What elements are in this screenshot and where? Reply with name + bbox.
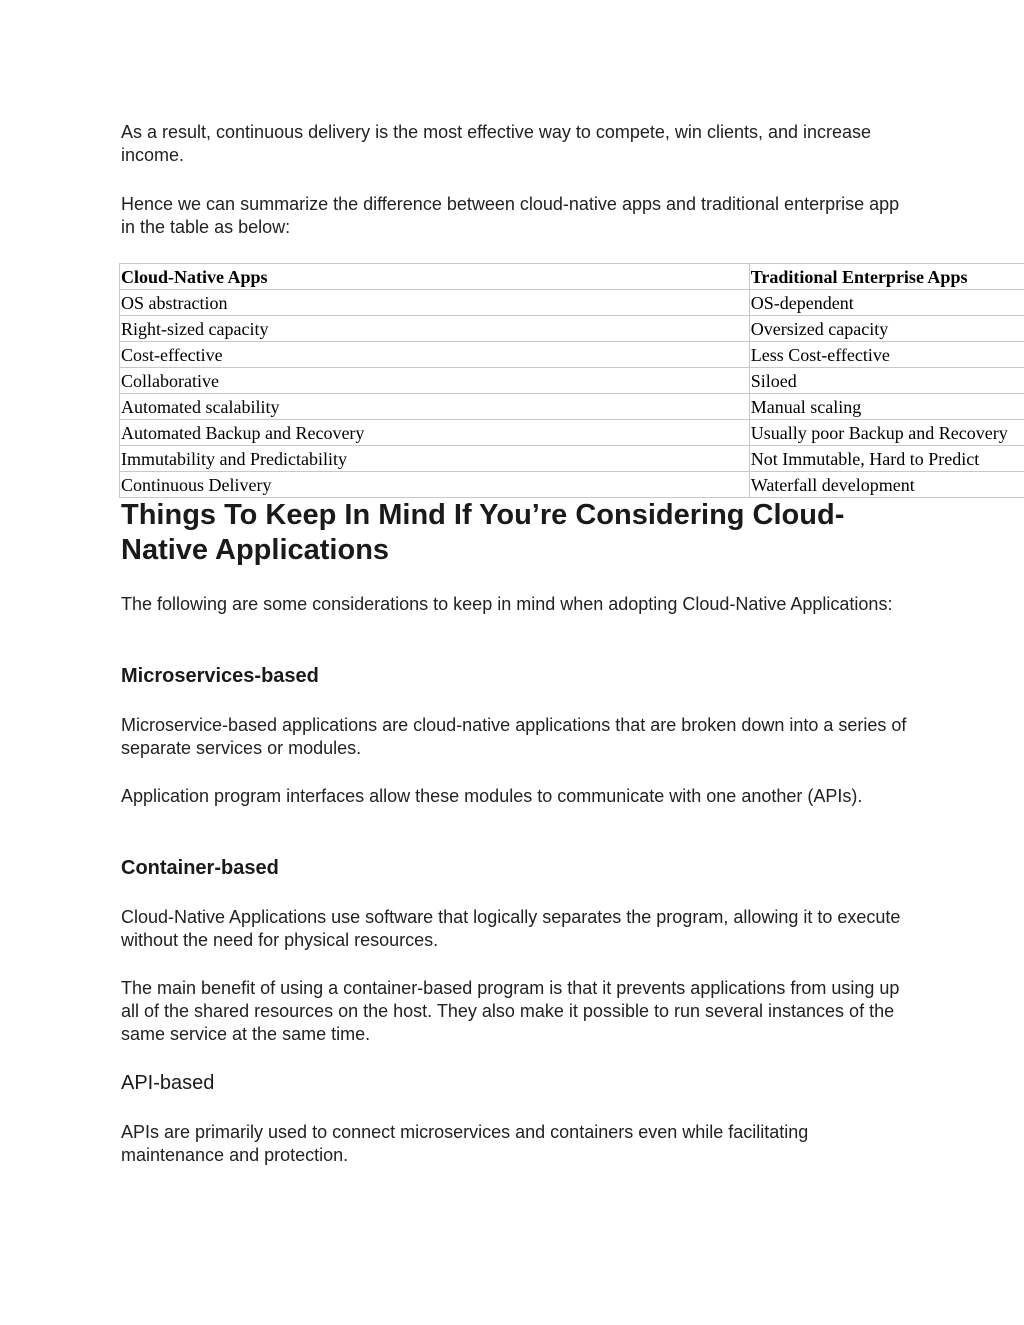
table-cell: Usually poor Backup and Recovery	[749, 420, 1024, 446]
section-intro: The following are some considerations to keep in mind when adopting Cloud-Native Applications:	[121, 594, 893, 614]
table-row	[120, 420, 1024, 446]
comparison-table	[119, 263, 1024, 498]
table-cell: Collaborative	[120, 368, 750, 394]
intro-paragraph-2: Hence we can summarize the difference between cloud-native apps and traditional enterprise app in the table as below:	[121, 194, 900, 237]
microservices-paragraph-1: Microservice-based applications are cloud-native applications that are broken down into a series of separate services or modules.	[121, 715, 907, 758]
table-header-row	[120, 264, 1024, 290]
api-paragraph-1: APIs are primarily used to connect microservices and containers even while facilitating maintenance and protection.	[121, 1122, 809, 1165]
heading-containers: Container-based	[121, 857, 279, 879]
heading-api: API-based	[121, 1072, 215, 1094]
microservices-paragraph-2: Application program interfaces allow these modules to communicate with one another (APIs).	[121, 786, 863, 806]
table-cell: Siloed	[749, 368, 1024, 394]
table-cell: Right-sized capacity	[120, 316, 750, 342]
table-cell: Automated Backup and Recovery	[120, 420, 750, 446]
containers-paragraph-1: Cloud-Native Applications use software that logically separates the program, allowing it to execute without the need for physical resources.	[121, 907, 901, 950]
table-cell: Oversized capacity	[749, 316, 1024, 342]
table-cell: Less Cost-effective	[749, 342, 1024, 368]
table-cell: OS abstraction	[120, 290, 750, 316]
section-title: Things To Keep In Mind If You’re Considering Cloud-Native Applications	[121, 499, 845, 566]
table-cell: OS-dependent	[749, 290, 1024, 316]
table-cell: Waterfall development	[749, 472, 1024, 498]
table-cell: Continuous Delivery	[120, 472, 750, 498]
table-row	[120, 446, 1024, 472]
table-cell: Manual scaling	[749, 394, 1024, 420]
table-row	[120, 472, 1024, 498]
table-row	[120, 290, 1024, 316]
table-row	[120, 394, 1024, 420]
table-cell: Automated scalability	[120, 394, 750, 420]
table-cell: Cost-effective	[120, 342, 750, 368]
table-row	[120, 368, 1024, 394]
intro-paragraph-1: As a result, continuous delivery is the most effective way to compete, win clients, and increase income.	[121, 122, 872, 165]
table-row	[120, 316, 1024, 342]
table-header-cloud-native: Cloud-Native Apps	[120, 264, 750, 290]
table-cell: Immutability and Predictability	[120, 446, 750, 472]
table-cell: Not Immutable, Hard to Predict	[749, 446, 1024, 472]
table-header-traditional: Traditional Enterprise Apps	[749, 264, 1024, 290]
table-row	[120, 342, 1024, 368]
heading-microservices: Microservices-based	[121, 665, 319, 687]
containers-paragraph-2: The main benefit of using a container-based program is that it prevents applications from using up all of the shared resources on the host. They also make it possible to run several instances of the same service at the same time.	[121, 978, 900, 1044]
